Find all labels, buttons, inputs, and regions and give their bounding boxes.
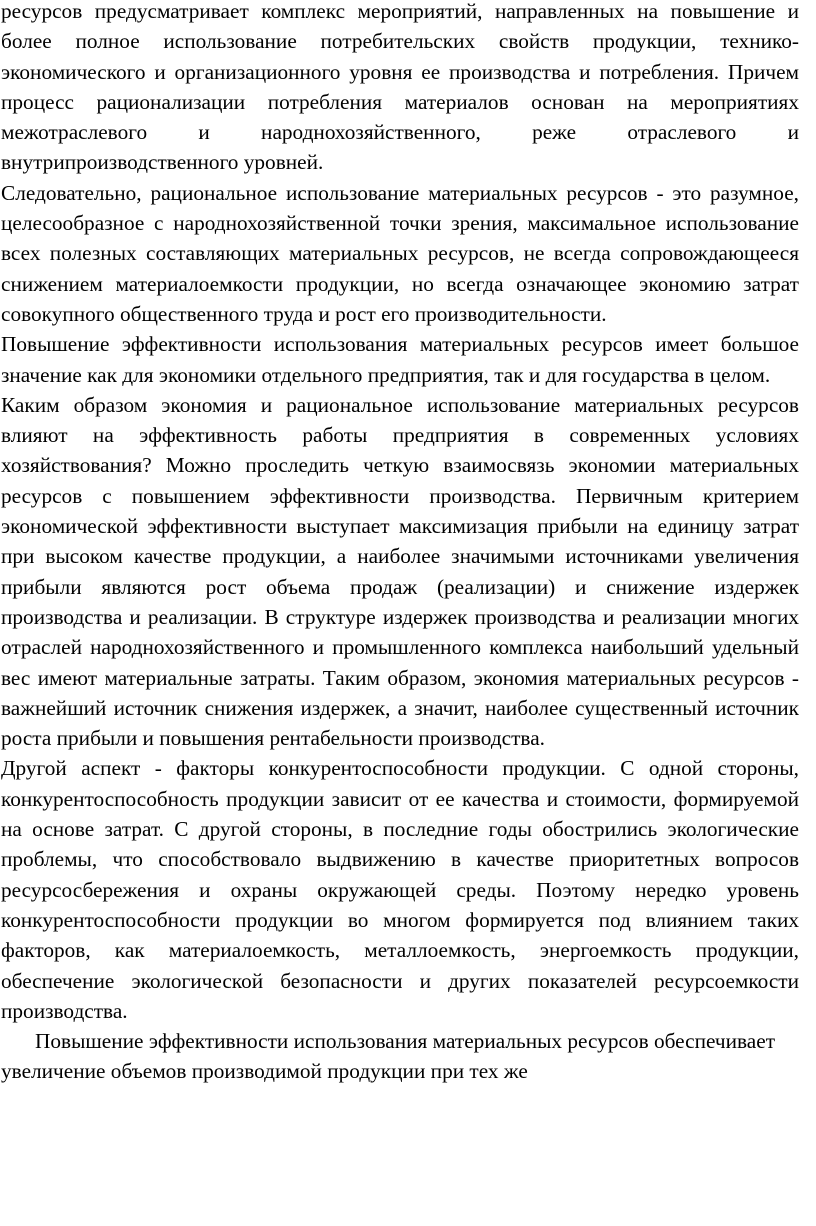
paragraph-economy-and-profit: Каким образом экономия и рациональное использование материальных ресурсов влияют на эффективность работы предприятия в современных условиях хозяйствования? Можно проследить четкую взаимосвязь экономии материальных ресурсов с повышением эффективности производства. Первичным критерием экономической эффективности выступает максимизация прибыли на единицу затрат при высоком качестве продукции, а наиболее значимыми источниками увеличения прибыли являются рост объема продаж (реализации) и снижение издержек производства и реализации. В структуре издержек производства и реализации многих отраслей народнохозяйственного и промышленного комплекса наибольший удельный вес имеют материальные затраты. Таким образом, экономия материальных ресурсов - важнейший источник снижения издержек, а значит, наиболее существенный источник роста прибыли и повышения рентабельности производства.	[1, 392, 799, 751]
paragraph-competitiveness: Другой аспект - факторы конкурентоспособности продукции. С одной стороны, конкурентоспособность продукции зависит от ее качества и стоимости, формируемой на основе затрат. С другой стороны, в последние годы обострились экологические проблемы, что способствовало выдвижению в качестве приоритетных вопросов ресурсосбережения и охраны окружающей среды. Поэтому нередко уровень конкурентоспособности продукции во многом формируется под влиянием таких факторов, как материалоемкость, металлоемкость, энергоемкость продукции, обеспечение экологической безопасности и других показателей ресурсоемкости производства.	[1, 756, 799, 1023]
paragraph-rational-use-definition: Следовательно, рациональное использование материальных ресурсов - это разумное, целесообразное с народнохозяйственной точки зрения, максимальное использование всех полезных составляющих материальных ресурсов, не всегда сопровождающееся снижением материалоемкости продукции, но всегда означающее экономию затрат совокупного общественного труда и рост его производительности.	[1, 180, 799, 326]
paragraph-efficiency-importance: Повышение эффективности использования материальных ресурсов имеет большое значение как для экономики отдельного предприятия, так и для государства в целом.	[1, 332, 799, 387]
paragraph-production-volume: Повышение эффективности использования материальных ресурсов обеспечивает увеличение объемов производимой продукции при тех же	[1, 1029, 776, 1084]
paragraph-resource-rationalization: ресурсов предусматривает комплекс мероприятий, направленных на повышение и более полное использование потребительских свойств продукции, технико-экономического и организационного уровня ее производства и потребления. Причем процесс рационализации потребления материалов основан на мероприятиях межотраслевого и народнохозяйственного, реже отраслевого и внутрипроизводственного уровней.	[1, 0, 799, 175]
document-page	[1, 0, 799, 1087]
